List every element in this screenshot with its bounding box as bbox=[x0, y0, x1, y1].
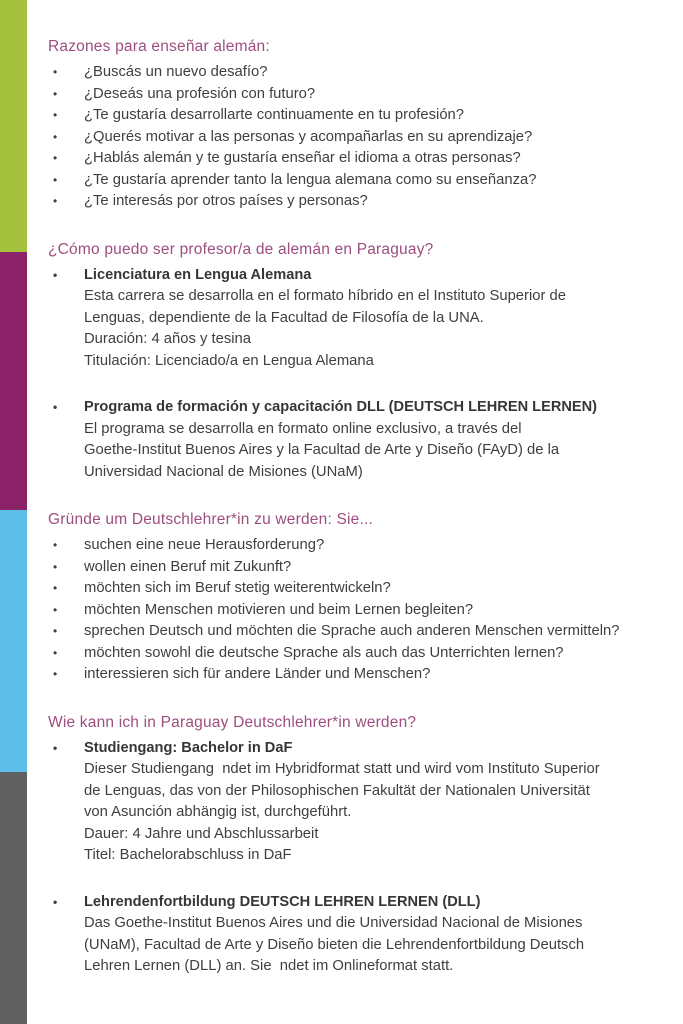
bullet-text: interessieren sich für andere Länder und Menschen? bbox=[84, 666, 431, 682]
sidebar-segment-blue bbox=[0, 510, 27, 772]
bullet-item bbox=[48, 170, 663, 192]
document-content bbox=[48, 36, 663, 1004]
bullet-dot-icon: • bbox=[53, 645, 58, 660]
body-line: Lehren Lernen (DLL) an. Sie ndet im Onlineformat statt. bbox=[84, 958, 454, 974]
body-line: von Asunción abhängig ist, durchgeführt. bbox=[84, 804, 352, 820]
bullet-dot-icon: • bbox=[53, 172, 58, 187]
bullet-dot-icon: • bbox=[53, 86, 58, 101]
body-line: Das Goethe-Institut Buenos Aires und die Universidad Nacional de Misiones bbox=[84, 915, 583, 931]
bullet-item bbox=[48, 84, 663, 106]
bullet-text: möchten sowohl die deutsche Sprache als auch das Unterrichten lernen? bbox=[84, 644, 564, 661]
bullet-item bbox=[48, 643, 663, 665]
bullet-text: ¿Te interesás por otros países y personas? bbox=[84, 193, 368, 209]
body-line: Duración: 4 años y tesina bbox=[84, 331, 251, 347]
bullet-dot-icon: • bbox=[53, 65, 58, 79]
body-line: Lenguas, dependiente de la Facultad de Filosofía de la UNA. bbox=[84, 309, 484, 326]
sidebar-segment-green bbox=[0, 0, 27, 252]
body-line: Dauer: 4 Jahre und Abschlussarbeit bbox=[84, 825, 319, 842]
bullet-dot-icon: • bbox=[53, 194, 58, 208]
bullet-dot-icon: • bbox=[53, 538, 58, 552]
sidebar-color-strip bbox=[0, 0, 27, 1024]
bullet-dot-icon: • bbox=[53, 151, 58, 165]
bullet-item bbox=[48, 127, 663, 149]
program-item-body bbox=[84, 286, 663, 372]
bullet-text: ¿Hablás alemán y te gustaría enseñar el idioma a otras personas? bbox=[84, 150, 521, 166]
bullet-dot-icon: • bbox=[53, 602, 58, 617]
bullet-item bbox=[48, 62, 663, 84]
body-line: Universidad Nacional de Misiones (UNaM) bbox=[84, 463, 363, 480]
bullet-dot-icon: • bbox=[53, 559, 58, 574]
section-heading: ¿Cómo puedo ser profesor/a de alemán en Paraguay? bbox=[48, 240, 434, 258]
program-item-title: Lehrendenfortbildung DEUTSCH LEHREN LERNEN (DLL) bbox=[84, 893, 481, 910]
section-3 bbox=[48, 712, 663, 978]
bullet-dot-icon: • bbox=[53, 740, 58, 755]
bullet-item bbox=[48, 191, 663, 213]
program-item-body bbox=[84, 419, 663, 484]
section-1 bbox=[48, 239, 663, 484]
bullet-dot-icon: • bbox=[53, 129, 58, 144]
bullet-list bbox=[48, 535, 663, 686]
body-line: Dieser Studiengang ndet im Hybridformat statt und wird vom Instituto Superior bbox=[84, 761, 600, 777]
body-line: Titel: Bachelorabschluss in DaF bbox=[84, 847, 292, 863]
bullet-text: ¿Te gustaría desarrollarte continuamente en tu profesión? bbox=[84, 107, 465, 123]
body-line: El programa se desarrolla en formato online exclusivo, a través del bbox=[84, 420, 522, 437]
bullet-text: ¿Deseás una profesión con futuro? bbox=[84, 85, 316, 102]
bullet-text: suchen eine neue Herausforderung? bbox=[84, 537, 325, 553]
bullet-text: möchten sich im Beruf stetig weiterentwickeln? bbox=[84, 580, 391, 596]
bullet-item bbox=[48, 105, 663, 127]
bullet-item bbox=[48, 664, 663, 686]
body-line: Goethe-Institut Buenos Aires y la Facultad de Arte y Diseño (FAyD) de la bbox=[84, 442, 560, 458]
section-heading: Gründe um Deutschlehrer*in zu werden: Sie... bbox=[48, 511, 373, 528]
bullet-list bbox=[48, 62, 663, 213]
bullet-text: ¿Te gustaría aprender tanto la lengua alemana como su enseñanza? bbox=[84, 171, 537, 188]
bullet-dot-icon: • bbox=[53, 894, 58, 909]
program-item-title: Licenciatura en Lengua Alemana bbox=[84, 266, 312, 283]
program-item-body bbox=[84, 913, 663, 978]
bullet-text: wollen einen Beruf mit Zukunft? bbox=[84, 558, 292, 575]
bullet-dot-icon: • bbox=[53, 108, 58, 122]
bullet-item bbox=[48, 578, 663, 600]
bullet-dot-icon: • bbox=[53, 400, 58, 414]
bullet-item bbox=[48, 557, 663, 579]
program-item-body bbox=[84, 759, 663, 867]
program-item-title: Programa de formación y capacitación DLL (DEUTSCH LEHREN LERNEN) bbox=[84, 399, 598, 415]
bullet-dot-icon: • bbox=[53, 581, 58, 595]
program-item bbox=[48, 265, 663, 373]
program-item bbox=[48, 892, 663, 978]
section-heading: Razones para enseñar alemán: bbox=[48, 38, 270, 55]
bullet-item bbox=[48, 621, 663, 643]
program-item bbox=[48, 738, 663, 867]
bullet-dot-icon: • bbox=[53, 267, 58, 282]
bullet-text: möchten Menschen motivieren und beim Lernen begleiten? bbox=[84, 601, 474, 618]
body-line: Titulación: Licenciado/a en Lengua Alemana bbox=[84, 352, 374, 369]
bullet-text: sprechen Deutsch und möchten die Sprache auch anderen Menschen vermitteln? bbox=[84, 623, 620, 639]
section-0 bbox=[48, 36, 663, 213]
section-heading: Wie kann ich in Paraguay Deutschlehrer*in werden? bbox=[48, 713, 417, 731]
bullet-item bbox=[48, 600, 663, 622]
program-item-title: Studiengang: Bachelor in DaF bbox=[84, 739, 293, 756]
sidebar-segment-purple bbox=[0, 252, 27, 510]
bullet-item bbox=[48, 535, 663, 557]
bullet-item bbox=[48, 148, 663, 170]
sidebar-segment-gray bbox=[0, 772, 27, 1024]
bullet-text: ¿Buscás un nuevo desafío? bbox=[84, 64, 268, 80]
program-item bbox=[48, 397, 663, 483]
section-2 bbox=[48, 509, 663, 686]
bullet-text: ¿Querés motivar a las personas y acompañarlas en su aprendizaje? bbox=[84, 128, 533, 145]
bullet-dot-icon: • bbox=[53, 667, 58, 681]
bullet-dot-icon: • bbox=[53, 624, 58, 638]
body-line: de Lenguas, das von der Philosophischen Fakultät der Nationalen Universität bbox=[84, 782, 590, 799]
body-line: Esta carrera se desarrolla en el formato híbrido en el Instituto Superior de bbox=[84, 288, 566, 304]
body-line: (UNaM), Facultad de Arte y Diseño bieten die Lehrendenfortbildung Deutsch bbox=[84, 936, 585, 953]
